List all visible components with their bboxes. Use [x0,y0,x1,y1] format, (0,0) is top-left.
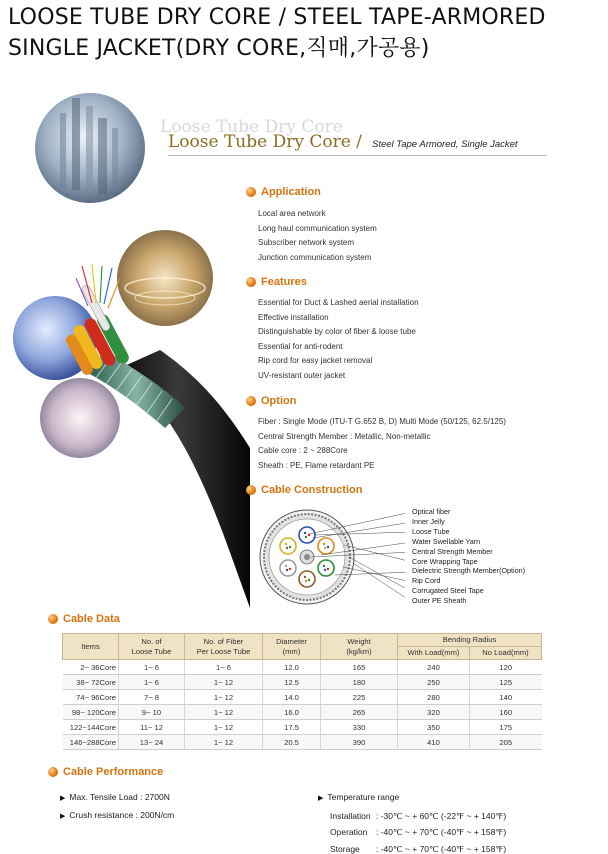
glow-photo-circle [40,378,120,458]
temperature-row [318,841,506,854]
header-no-load: No Load(mm) [470,647,542,660]
list-item: Effective installation [258,312,329,322]
list-item: Local area network [258,209,326,218]
header-loose-tube [119,634,185,660]
table-cell: 122~144Core [63,720,119,735]
option-title: Option [261,395,297,407]
features-list [258,296,419,384]
table-cell: 146~288Core [63,735,119,750]
table-cell: 14.0 [263,690,321,705]
temperature-row [318,824,506,841]
callout-label: Outer PE Sheath [412,596,467,606]
tech-photo-circle [117,230,213,326]
temperature-title: Temperature range [327,792,400,802]
table-cell: 350 [398,720,470,735]
callout-label: Loose Tube [412,526,450,536]
orange-bullet-icon [246,277,256,287]
sub-heading: Steel Tape Armored, Single Jacket [372,139,518,150]
table-cell: 74~ 96Core [63,690,119,705]
crush-text: Crush resistance : 200N/cm [69,810,175,820]
callout-label: Optical fiber [412,507,451,516]
list-item: Sheath : PE, Flame retardant PE [258,460,375,470]
triangle-bullet-icon: ▶ [60,813,66,820]
crush-resistance [60,807,174,825]
callout-label: Central Strength Member [412,546,493,556]
table-cell: 7~ 8 [119,690,185,705]
table-cell: 175 [470,720,542,735]
application-heading [246,186,321,198]
table-cell: 12.0 [263,660,321,675]
header-diameter [263,634,321,660]
temp-label: Operation [330,827,368,837]
table-row [63,675,542,690]
table-cell: 1~ 12 [185,735,263,750]
header-bending-radius: Bending Radius [398,634,542,647]
construction-heading [246,484,362,496]
callout-label: Corrugated Steel Tape [412,586,484,596]
list-item: Central Strength Member : Metallic, Non-metallic [258,431,431,441]
table-cell: 1~ 12 [185,720,263,735]
performance-mechanical [60,789,174,825]
table-cell: 120 [470,660,542,675]
temperature-title-row [318,789,506,808]
table-row [63,705,542,720]
cable-data-heading [48,613,120,625]
table-cell: 125 [470,675,542,690]
city-photo-circle [35,93,145,203]
table-cell: 16.0 [263,705,321,720]
table-cell: 225 [321,690,398,705]
option-list [258,415,506,473]
table-cell: 9~ 10 [119,705,185,720]
table-cell: 1~ 6 [119,675,185,690]
triangle-bullet-icon: ▶ [60,795,66,802]
table-cell: 250 [398,675,470,690]
table-cell: 13~ 24 [119,735,185,750]
orange-bullet-icon [246,396,256,406]
table-cell: 1~ 6 [119,660,185,675]
callout-label: Inner Jelly [412,516,445,526]
list-item: Long haul communication system [258,223,377,233]
table-cell: 410 [398,735,470,750]
header-line: (kg/km) [346,646,372,656]
table-cell: 2~ 36Core [63,660,119,675]
temp-label: Storage [330,843,360,854]
application-list [258,207,377,265]
list-item: Essential for Duct & Lashed aerial installation [258,298,419,307]
callout-label: Core Wrapping Tape [412,556,478,566]
table-cell: 98~ 120Core [63,705,119,720]
table-cell: 265 [321,705,398,720]
page-title [8,2,608,64]
table-row [63,720,542,735]
main-heading: Loose Tube Dry Core / [168,132,362,152]
table-row [63,660,542,675]
header-line: Per Loose Tube [196,646,251,656]
callout-label: Rip Cord [412,576,441,586]
list-item: Junction communication system [258,252,372,262]
table-cell: 1~ 12 [185,675,263,690]
table-cell: 240 [398,660,470,675]
title-line-2: SINGLE JACKET(DRY CORE,직매,가공용) [8,36,430,61]
cable-data-table [62,633,542,750]
tensile-load [60,789,174,807]
construction-callouts [412,507,525,606]
table-cell: 1~ 12 [185,690,263,705]
table-cell: 1~ 6 [185,660,263,675]
list-item: Rip cord for easy jacket removal [258,356,373,366]
callout-label: Dielectric Strength Member(Option) [412,566,526,576]
callout-label: Water Swellable Yarn [412,536,481,546]
table-cell: 38~ 72Core [63,675,119,690]
header-weight [321,634,398,660]
ghost-heading: Loose Tube Dry Core [160,117,343,137]
list-item: Fiber : Single Mode (ITU-T G.652 B, D) Multi Mode (50/125, 62.5/125) [258,417,506,426]
orange-bullet-icon [246,187,256,197]
tensile-text: Max. Tensile Load : 2700N [69,792,170,802]
cable-hero-illustration [0,88,250,608]
table-cell: 1~ 12 [185,705,263,720]
header-fiber-per-tube [185,634,263,660]
table-cell: 320 [398,705,470,720]
features-heading [246,276,307,288]
table-cell: 180 [321,675,398,690]
temp-value: : -30℃ ~ + 60℃ (-22℉ ~ + 140℉) [376,810,507,821]
header-line: Diameter [276,636,307,646]
table-cell: 17.5 [263,720,321,735]
table-row [63,690,542,705]
performance-temperature [318,789,506,854]
list-item: Distinguishable by color of fiber & loose tube [258,327,416,337]
header-line: Weight [347,636,371,646]
heading-divider [168,155,546,156]
performance-heading [48,766,163,778]
table-cell: 330 [321,720,398,735]
header-with-load: With Load(mm) [398,647,470,660]
list-item: UV-resistant outer jacket [258,370,346,380]
temp-label: Installation [330,810,371,821]
construction-title: Cable Construction [261,484,363,496]
table-cell: 12.5 [263,675,321,690]
list-item: Cable core : 2 ~ 288Core [258,446,348,456]
table-body [63,660,542,750]
performance-title: Cable Performance [63,766,164,778]
temperature-row [318,808,506,825]
cable-cross-section-diagram [255,505,405,605]
table-cell: 160 [470,705,542,720]
table-cell: 165 [321,660,398,675]
triangle-bullet-icon: ▶ [318,795,324,802]
header-line: No. of Fiber [203,636,244,646]
table-cell: 20.5 [263,735,321,750]
header-items: Items [63,634,119,660]
features-title: Features [261,276,307,288]
table-cell: 390 [321,735,398,750]
header-line: (mm) [282,646,301,656]
header-line: No. of [141,636,162,646]
orange-bullet-icon [48,767,58,777]
table-cell: 11~ 12 [119,720,185,735]
application-title: Application [261,186,321,198]
cable-data-title: Cable Data [63,613,120,625]
header-line: Loose Tube [131,646,172,656]
title-line-1: LOOSE TUBE DRY CORE / STEEL TAPE-ARMORED [8,5,546,30]
table-cell: 140 [470,690,542,705]
table-row [63,735,542,750]
orange-bullet-icon [48,614,58,624]
temp-value: : -40℃ ~ + 70℃ (-40℉ ~ + 158℉) [376,827,507,837]
option-heading [246,395,296,407]
table-cell: 280 [398,690,470,705]
list-item: Subscriber network system [258,238,355,248]
table-cell: 205 [470,735,542,750]
list-item: Essential for anti-rodent [258,341,343,351]
orange-bullet-icon [246,485,256,495]
temp-value: : -40℃ ~ + 70℃ (-40℉ ~ + 158℉) [376,843,507,854]
